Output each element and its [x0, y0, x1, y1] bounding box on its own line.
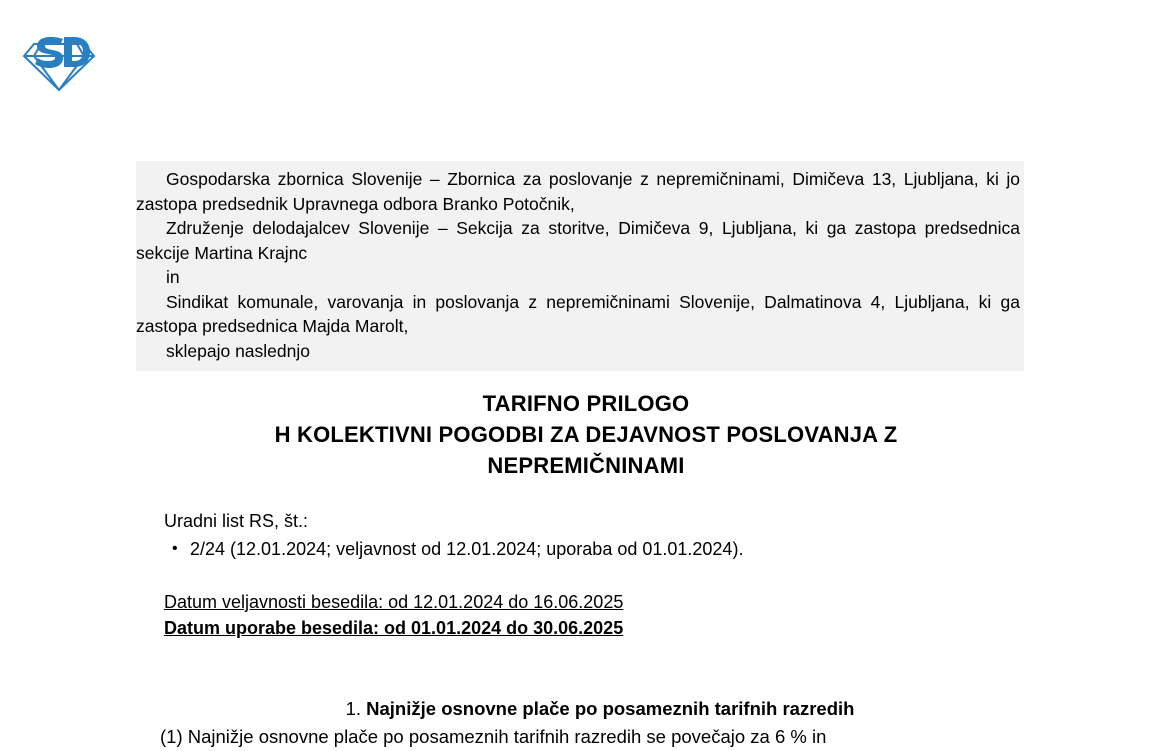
gazette-reference: [164, 508, 1024, 562]
section-1-number: 1.: [345, 698, 361, 719]
title-line-3: NEPREMIČNINAMI: [487, 453, 685, 478]
validity-block: [164, 589, 1024, 641]
validity-date-line: Datum veljavnosti besedila: od 12.01.2024 do 16.06.2025: [164, 592, 624, 612]
intro-parties-block: [136, 161, 1024, 371]
intro-paragraph-1: Gospodarska zbornica Slovenije – Zbornica za poslovanje z nepremičninami, Dimičeva 13, Ljubljana, ki jo zastopa predsednik Upravnega odbora Branko Potočnik,: [136, 169, 1020, 214]
gazette-label: Uradni list RS, št.:: [164, 511, 309, 531]
intro-paragraph-4: Sindikat komunale, varovanja in poslovanja z nepremičninami Slovenije, Dalmatinova 4, Ljubljana, ki ga zastopa predsednica Majda Marolt,: [136, 291, 1020, 336]
gzs-logo: [20, 28, 98, 96]
intro-paragraph-3: in: [166, 267, 180, 287]
document-title: [136, 388, 1036, 481]
title-line-1: TARIFNO PRILOGO: [482, 391, 690, 416]
list-item: • 2/24 (12.01.2024; veljavnost od 12.01.2024; uporaba od 01.01.2024).: [190, 536, 1024, 562]
section-1-heading: [160, 695, 1040, 723]
application-date-line: Datum uporabe besedila: od 01.01.2024 do 30.06.2025: [164, 618, 624, 638]
section-1-title: Najnižje osnovne plače po posameznih tarifnih razredih: [366, 698, 855, 719]
section-1-body: (1) Najnižje osnovne plače po posameznih tarifnih razredih se povečajo za 6 % in: [160, 726, 827, 747]
intro-paragraph-2: Združenje delodajalcev Slovenije – Sekcija za storitve, Dimičeva 9, Ljubljana, ki ga zastopa predsednica sekcije Martina Krajnc: [136, 218, 1020, 263]
intro-paragraph-5: sklepajo naslednjo: [166, 340, 310, 361]
gazette-list: [164, 536, 1024, 562]
title-line-2: H KOLEKTIVNI POGODBI ZA DEJAVNOST POSLOVANJA Z: [274, 422, 898, 447]
